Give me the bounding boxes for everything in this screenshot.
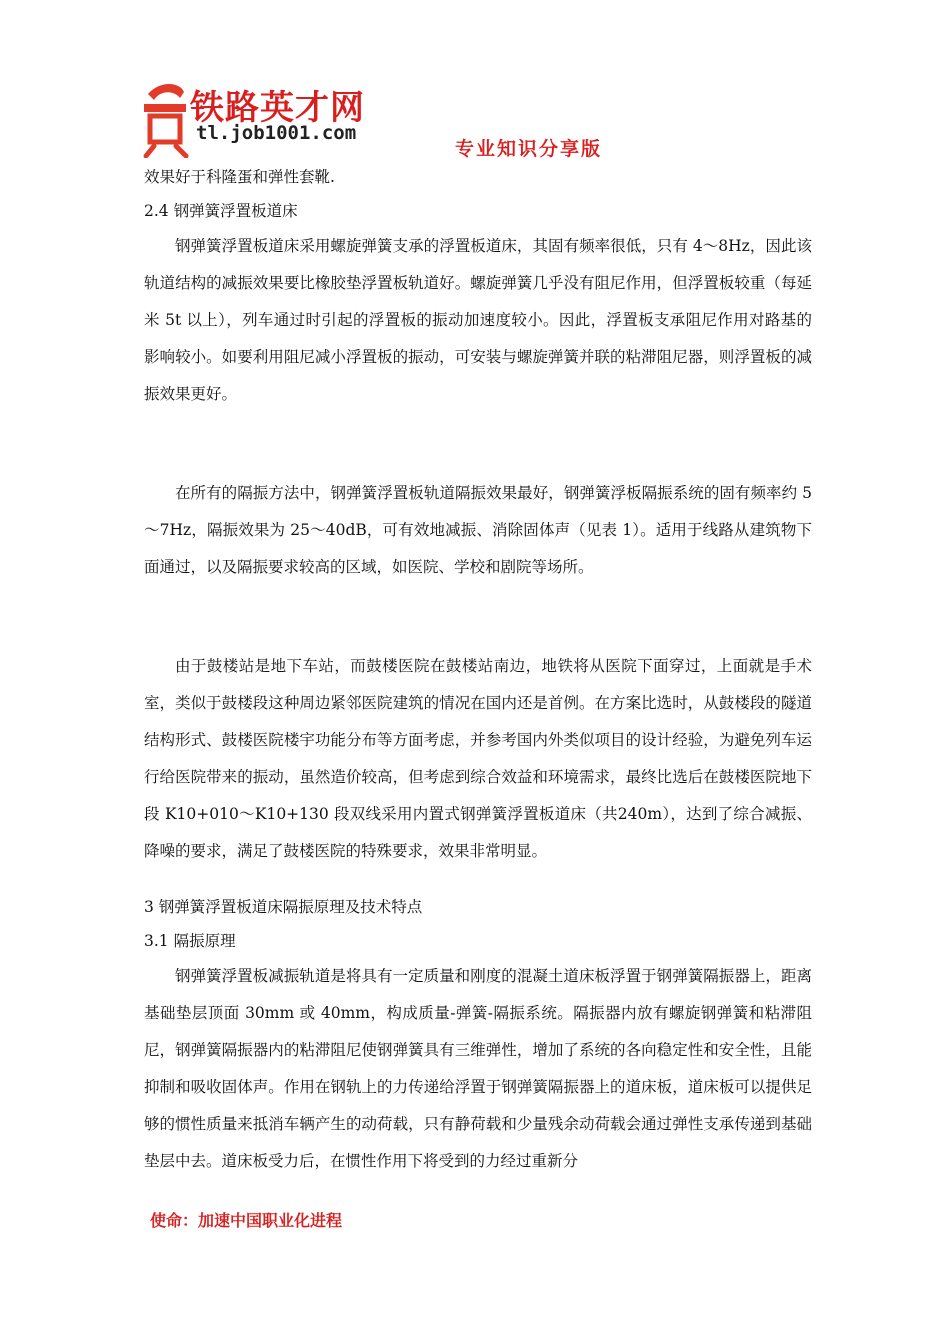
logo-mark-icon: [140, 76, 190, 158]
paragraph-2: 在所有的隔振方法中，钢弹簧浮置板轨道隔振效果最好，钢弹簧浮板隔振系统的固有频率约 5～7Hz，隔振效果为 25～40dB，可有效地减振、消除固体声（见表 1）。适用于线路从建筑物下面通过，以及隔振要求较高的区域，如医院、学校和剧院等场所。: [144, 484, 812, 576]
section-heading-3: 3 钢弹簧浮置板道床隔振原理及技术特点: [144, 898, 423, 916]
site-logo[interactable]: [140, 74, 400, 160]
continuation-line: 效果好于科隆蛋和弹性套靴.: [144, 168, 335, 186]
logo-url: tl.job1001.com: [196, 122, 357, 144]
section-heading-2-4: 2.4 钢弹簧浮置板道床: [144, 202, 298, 220]
paragraph-1: 钢弹簧浮置板道床采用螺旋弹簧支承的浮置板道床，其固有频率很低，只有 4～8Hz，因此该轨道结构的减振效果要比橡胶垫浮置板轨道好。螺旋弹簧几乎没有阻尼作用，但浮置板较重（每延米 5t 以上），列车通过时引起的浮置板的振动加速度较小。因此，浮置板支承阻尼作用对路基的影响较小。如要利用阻尼减小浮置板的振动，可安装与螺旋弹簧并联的粘滞阻尼器，则浮置板的减振效果更好。: [144, 237, 812, 403]
paragraph-spacer: [144, 586, 812, 648]
section-heading-3-1: 3.1 隔振原理: [144, 932, 236, 950]
paragraph-4: 钢弹簧浮置板减振轨道是将具有一定质量和刚度的混凝土道床板浮置于钢弹簧隔振器上，距离基础垫层顶面 30mm 或 40mm，构成质量-弹簧-隔振系统。隔振器内放有螺旋钢弹簧和粘滞阻尼，钢弹簧隔振器内的粘滞阻尼使钢弹簧具有三维弹性，增加了系统的各向稳定性和安全性，且能抑制和吸收固体声。作用在钢轨上的力传递给浮置于钢弹簧隔振器上的道床板，道床板可以提供足够的惯性质量来抵消车辆产生的动荷载，只有静荷载和少量残余动荷载会通过弹性支承传递到基础垫层中去。道床板受力后，在惯性作用下将受到的力经过重新分: [144, 967, 812, 1170]
paragraph-3: 由于鼓楼站是地下车站，而鼓楼医院在鼓楼站南边，地铁将从医院下面穿过，上面就是手术室，类似于鼓楼段这种周边紧邻医院建筑的情况在国内还是首例。在方案比选时，从鼓楼段的隧道结构形式、鼓楼医院楼宇功能分布等方面考虑，并参考国内外类似项目的设计经验，为避免列车运行给医院带来的振动，虽然造价较高，但考虑到综合效益和环境需求，最终比选后在鼓楼医院地下段 K10+010～K10+130 段双线采用内置式钢弹簧浮置板道床（共240m），达到了综合减振、降噪的要求，满足了鼓楼医院的特殊要求，效果非常明显。: [144, 657, 812, 860]
document-body: [144, 160, 812, 1180]
logo-title: 铁路英才网: [190, 88, 365, 128]
edition-label: 专业知识分享版: [455, 138, 603, 160]
footer-mission: 使命：加速中国职业化进程: [150, 1211, 343, 1230]
paragraph-spacer: [144, 870, 812, 890]
paragraph-spacer: [144, 413, 812, 475]
